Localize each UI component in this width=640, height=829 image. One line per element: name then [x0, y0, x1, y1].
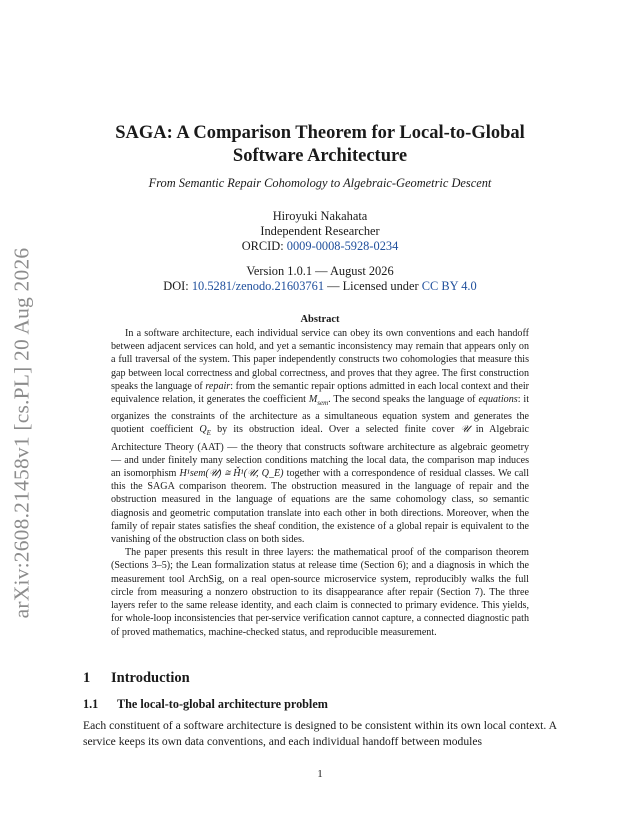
math-isomorphism: H¹sem(𝒰) ≅ Ȟ¹(𝒰, Q_E)	[179, 468, 284, 480]
math-subscript: E	[206, 429, 211, 438]
abstract-heading: Abstract	[300, 314, 340, 325]
math-symbol: M	[308, 394, 318, 406]
paper-subtitle: From Semantic Repair Cohomology to Algebraic-Geometric Descent	[148, 176, 492, 190]
math-symbol: Q	[199, 424, 207, 436]
section-title: Introduction	[111, 670, 190, 686]
orcid-link[interactable]: 0009-0008-5928-0234	[286, 239, 399, 253]
math-qe	[199, 424, 211, 438]
abstract-emphasis-repair: repair	[205, 380, 231, 392]
section-number: 1	[83, 670, 91, 686]
abstract-paragraph-2: The paper presents this result in three layers: the mathematical proof of the comparison theorem (Sections 3–5); the Lean formalization status at release time (Section 6); and a diagnosis in which the measurement tool ArchSig, on a real open-source microservice system, reproducibly walks the full circle from measuring a nonzero obstruction to its disappearance after repair (Section 7). The three layers refer to the same release identity, and each claim is connected to primary evidence. This yields, for whole-loop inconsistencies that per-service verification cannot capture, a connected diagnostic path of proved mathematics, machine-checked status, and reproducible measurement.	[111, 547, 529, 638]
math-subscript: sem	[317, 399, 329, 408]
doi-label: DOI:	[163, 279, 192, 293]
arxiv-stamp-text: arXiv:2608.21458v1 [cs.PL] 20 Aug 2026	[9, 247, 34, 619]
abstract-text: by its obstruction ideal. Over a selected finite cover	[210, 424, 461, 436]
abstract-text: In a software architecture, each individual service can obey its own conventions and each handoff between adjacent services can hold, and yet a semantic inconsistency may remain that appears only on a full traversal of the system. This paper independently constructs two cohomologies that measure this gap between local correctness and global correctness, and proves that they agree. The first construction speaks the language of	[111, 328, 529, 392]
abstract-text: in Algebraic Architecture Theory (AAT) — the theory that constructs software architecture as algebraic geometry — and under finitely many selection conditions matching the local data, the comparison map induces an isomorphism	[111, 424, 529, 480]
section-1-heading	[83, 670, 190, 687]
abstract-text: together with a correspondence of residual classes. We call this the SAGA comparison theorem. The obstruction measured in the language of repair and the obstruction measured in the language of equations are the same cohomology class, so semantic diagnosis and geometric computation translate into each other in both directions. Moreover, when the family of repair states satisfies the sheaf condition, the existence of a global repair is equivalent to the vanishing of the obstruction class on both sides.	[111, 468, 529, 546]
orcid-label: ORCID:	[241, 239, 287, 253]
abstract-body	[111, 327, 529, 639]
page-number: 1	[317, 768, 323, 780]
abstract-text: : from the semantic repair options admitted in each local context and their equivalence relation, it generates the coefficient	[111, 380, 529, 406]
arxiv-identifier-stamp	[2, 248, 42, 618]
author-affiliation: Independent Researcher	[260, 224, 380, 238]
version-line: Version 1.0.1 — August 2026	[246, 264, 394, 278]
abstract-text: : it organizes the constraints of the architecture as a simultaneous equation system and generates the quotient coefficient	[111, 394, 529, 436]
abstract-emphasis-equations: equations	[478, 394, 518, 406]
doi-link[interactable]: 10.5281/zenodo.21603761	[191, 279, 325, 293]
subsection-title: The local-to-global architecture problem	[117, 697, 328, 711]
doi-line	[80, 279, 560, 294]
intro-paragraph: Each constituent of a software architecture is designed to be consistent within its own local context. A service keeps its own data conventions, and each individual handoff between modules	[83, 719, 557, 748]
subsection-number: 1.1	[83, 697, 99, 711]
author-name: Hiroyuki Nakahata	[272, 209, 368, 223]
math-msem	[308, 394, 329, 408]
math-cover-u: 𝒰	[460, 424, 470, 436]
title-line-2: Software Architecture	[232, 146, 408, 166]
title-line-1: SAGA: A Comparison Theorem for Local-to-Global	[115, 123, 525, 143]
license-prefix: — Licensed under	[324, 279, 422, 293]
subsection-1-1-heading	[83, 697, 328, 712]
paper-title	[80, 122, 560, 168]
author-orcid-line	[80, 239, 560, 254]
abstract-paragraph-1	[111, 327, 529, 546]
abstract-text: . The second speaks the language of	[328, 394, 479, 406]
license-link[interactable]: CC BY 4.0	[421, 279, 477, 293]
